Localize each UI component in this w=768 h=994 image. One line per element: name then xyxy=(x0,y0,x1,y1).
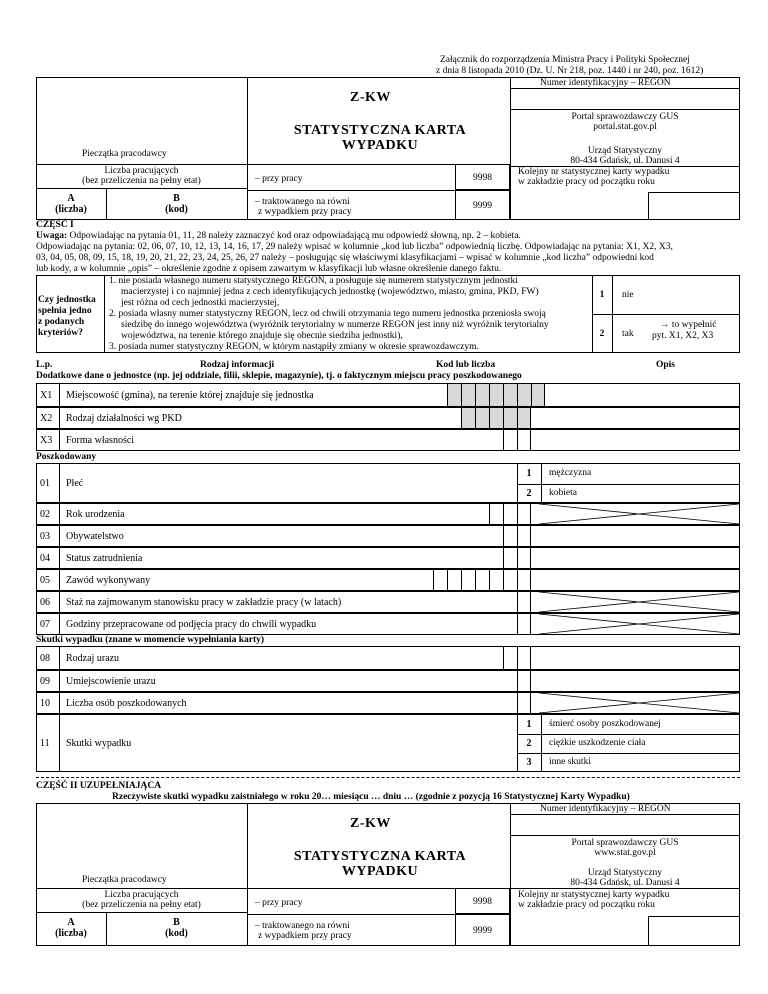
crossed-out-desc xyxy=(539,592,739,612)
row-label: Forma własności xyxy=(59,430,134,450)
card-no-line1: Kolejny nr statystycznej karty wypadku xyxy=(518,890,670,900)
cut-line xyxy=(36,777,740,778)
option-text: śmierć osoby poszkodowanej xyxy=(549,719,661,729)
answer-2-note-line1: → to wypełnić xyxy=(660,320,717,330)
part1-note-line3: 03, 04, 05, 08, 09, 15, 18, 19, 20, 21, 22, 23, 24, 25, 26, 27 należy – posługując się właściwymi klasyfikacjami – wpisać w kolumnie „kod liczba” odpowiedni kod xyxy=(36,253,654,263)
crossed-out-desc xyxy=(539,693,739,713)
card-no-line2: w zakładzie pracy od początku roku xyxy=(518,177,655,187)
note-label: Uwaga: xyxy=(36,231,68,241)
portal-line2: www.stat.gov.pl xyxy=(594,848,656,858)
option-code[interactable]: 1 xyxy=(526,719,532,730)
treated-line1: – traktowanego na równi xyxy=(255,197,350,207)
criteria-q-line1: Czy jednostka xyxy=(38,295,96,305)
annex-line2: z dnia 8 listopada 2010 (Dz. U. Nr 218, poz. 1440 i nr 240, poz. 1612) xyxy=(436,66,704,76)
table-row-01 xyxy=(36,463,740,503)
office-line2: 80-434 Gdańsk, ul. Danusi 4 xyxy=(570,878,680,888)
card-no-line1: Kolejny nr statystycznej karty wypadku xyxy=(518,167,670,177)
form-title-line1: STATYSTYCZNA KARTA xyxy=(293,123,467,138)
option-text: ciężkie uszkodzenie ciała xyxy=(549,738,646,748)
row-label: Miejscowość (gmina), na terenie której znajduje się jednostka xyxy=(59,384,314,406)
criteria-2a: 2. posiada własny numer statystyczny REGON, lecz od chwili otrzymania tego numeru jednostka przeniosła swoją xyxy=(109,309,546,319)
criteria-q-line2: spełnia jedno xyxy=(38,306,92,316)
col-b-sub: (kod) xyxy=(165,204,188,215)
effects-heading: Skutki wypadku (znane w momencie wypełniania karty) xyxy=(36,635,265,645)
treated-line1: – traktowanego na równi xyxy=(255,921,350,931)
regon-label: Numer identyfikacyjny – REGON xyxy=(540,78,671,88)
col-desc: Opis xyxy=(656,360,676,370)
row-num: 11 xyxy=(40,737,50,749)
crossed-out-desc xyxy=(539,614,739,634)
card-no-line2: w zakładzie pracy od początku roku xyxy=(518,900,655,910)
option-code[interactable]: 2 xyxy=(526,488,532,499)
part1-heading: CZĘŚĆ I xyxy=(36,220,74,230)
row-num: 02 xyxy=(40,508,50,520)
table-row-x2 xyxy=(36,407,740,429)
row-label: Staż na zajmowanym stanowisku pracy w zakładzie pracy (w latach) xyxy=(59,592,341,612)
code-cells[interactable] xyxy=(489,504,531,524)
form-code: Z-KW xyxy=(350,90,391,105)
portal-line1: Portal sprawozdawczy GUS xyxy=(571,838,679,848)
row-num: 03 xyxy=(40,530,50,542)
row-label: Zawód wykonywany xyxy=(59,570,150,590)
col-a-sub: (liczba) xyxy=(55,204,87,215)
row-num: 05 xyxy=(40,574,50,586)
code-cells[interactable] xyxy=(517,592,531,612)
part1-note-line2: Odpowiadając na pytania: 02, 06, 07, 10, 12, 13, 14, 16, 17, 29 należy wpisać w kolumnie „kod lub liczba” odpowiednią liczbę. Odpowiadając na pytania: X1, X2, X3, xyxy=(36,242,673,252)
table-row-07 xyxy=(36,613,740,635)
code-9999: 9999 xyxy=(455,190,510,220)
col-a-sub: (liczba) xyxy=(55,928,87,939)
part2-heading: CZĘŚĆ II UZUPEŁNIAJĄCA xyxy=(36,781,162,791)
part2-subheading: Rzeczywiste skutki wypadku zaistniałego w roku 20… miesiącu … dniu … (zgodnie z pozycją 16 Statystycznej Karty Wypadku) xyxy=(112,792,630,802)
col-a: A xyxy=(67,193,75,204)
row-label: Rodzaj urazu xyxy=(59,647,119,669)
criteria-2b: siedzibę do innego województwa (wyróżnik terytorialny w numerze REGON jest inny niż wyróżnik terytorialny xyxy=(121,320,549,330)
table-row-08 xyxy=(36,646,740,670)
criteria-1c: jest różna od cech jednostki macierzystej, xyxy=(121,298,280,308)
table-row-05 xyxy=(36,569,740,591)
extra-heading: Dodatkowe dane o jednostce (np. jej oddziale, filii, sklepie, magazynie), tj. o faktycznym miejscu pracy poszkodowanego xyxy=(36,371,522,381)
at-work-label: – przy pracy xyxy=(255,174,303,184)
card-no-field[interactable] xyxy=(648,192,740,220)
answer-1-text: nie xyxy=(622,290,634,300)
row-label: Rodzaj działalności wg PKD xyxy=(59,408,182,428)
part1-note-line4: lub kody, a w kolumnie „opis” – określenie zgodne z opisem zawartym w klasyfikacji lub własne określenie danego faktu. xyxy=(36,264,502,274)
form-title-line2: WYPADKU xyxy=(341,138,419,153)
criteria-3: 3. posiada numer statystyczny REGON, w którym nastąpiły zmiany w okresie sprawozdawczym. xyxy=(109,342,479,352)
col-code: Kod lub liczba xyxy=(436,360,496,370)
office-line2: 80-434 Gdańsk, ul. Danusi 4 xyxy=(570,156,680,166)
row-label: Godziny przepracowane od podjęcia pracy do chwili wypadku xyxy=(59,614,316,634)
option-code[interactable]: 3 xyxy=(526,757,532,768)
office-line1: Urząd Statystyczny xyxy=(587,146,663,156)
code-cells[interactable] xyxy=(503,526,531,546)
office-line1: Urząd Statystyczny xyxy=(587,868,663,878)
code-9999: 9999 xyxy=(455,914,510,946)
criteria-1a: 1. nie posiada własnego numeru statystycznego REGON, a posługuje się numerem statystycznym jednostki xyxy=(109,276,518,286)
code-cells[interactable] xyxy=(517,693,531,713)
table-row-04 xyxy=(36,547,740,569)
row-label: Płeć xyxy=(59,464,529,502)
row-num: 10 xyxy=(40,697,50,709)
regon-field[interactable] xyxy=(510,88,740,110)
col-b: B xyxy=(173,193,180,204)
employees-line1: Liczba pracujących xyxy=(104,890,179,900)
criteria-2c: województwa, na terenie którego znajduje się obecnie siedziba jednostki), xyxy=(121,331,403,341)
option-text: mężczyzna xyxy=(549,468,592,478)
table-row-x1 xyxy=(36,383,740,407)
row-label: Skutki wypadku xyxy=(59,715,529,771)
row-label: Umiejscowienie urazu xyxy=(59,671,156,691)
col-info: Rodzaj informacji xyxy=(200,360,275,370)
option-text: inne skutki xyxy=(549,757,591,767)
at-work-label: – przy pracy xyxy=(255,898,303,908)
col-b: B xyxy=(173,917,180,928)
answer-2-text: tak xyxy=(622,329,634,339)
row-num: 07 xyxy=(40,618,50,630)
form-title-line1: STATYSTYCZNA KARTA xyxy=(293,849,467,864)
row-label: Rok urodzenia xyxy=(59,504,125,524)
injured-heading: Poszkodowany xyxy=(36,452,97,462)
code-cells[interactable] xyxy=(517,671,531,691)
table-row-06 xyxy=(36,591,740,613)
option-code[interactable]: 1 xyxy=(526,468,532,479)
row-num: 01 xyxy=(40,477,50,489)
criteria-q-line4: kryteriów? xyxy=(38,328,83,338)
col-b-sub: (kod) xyxy=(165,928,188,939)
x1-code-cells[interactable] xyxy=(447,384,545,406)
x3-code-cells[interactable] xyxy=(503,430,531,450)
col-a: A xyxy=(67,917,75,928)
code-cells[interactable] xyxy=(517,614,531,634)
annex-line1: Załącznik do rozporządzenia Ministra Pracy i Polityki Społecznej xyxy=(440,55,690,65)
treated-line2: z wypadkiem przy pracy xyxy=(258,931,352,941)
form-title-line2: WYPADKU xyxy=(341,864,419,879)
stamp-label: Pieczątka pracodawcy xyxy=(82,149,167,159)
table-row-02 xyxy=(36,503,740,525)
row-num: X1 xyxy=(40,389,53,401)
stamp-label: Pieczątka pracodawcy xyxy=(82,875,167,885)
row-label: Status zatrudnienia xyxy=(59,548,142,568)
code-cells[interactable] xyxy=(503,647,531,669)
regon-label: Numer identyfikacyjny – REGON xyxy=(540,804,671,814)
row-num: 04 xyxy=(40,552,50,564)
criteria-1b: macierzystej i co najmniej jedna z cech identyfikujących jednostkę (województwo, miasto, gmina, PKD, FW) xyxy=(121,287,539,297)
table-row-10 xyxy=(36,692,740,714)
option-text: kobieta xyxy=(549,488,577,498)
answer-1-code[interactable]: 1 xyxy=(599,290,605,300)
row-num: X3 xyxy=(40,434,53,446)
table-row-09 xyxy=(36,670,740,692)
crossed-out-desc xyxy=(539,504,739,524)
col-lp: L.p. xyxy=(36,360,53,370)
row-num: X2 xyxy=(40,412,53,424)
treated-line2: z wypadkiem przy pracy xyxy=(258,207,352,217)
row-num: 08 xyxy=(40,652,50,664)
portal-line2: portal.stat.gov.pl xyxy=(593,122,657,132)
regon-field[interactable] xyxy=(510,814,740,836)
x2-code-cells[interactable] xyxy=(461,408,531,428)
row-label: Obywatelstwo xyxy=(59,526,124,546)
portal-line1: Portal sprawozdawczy GUS xyxy=(571,112,679,122)
form-code: Z-KW xyxy=(350,816,391,831)
card-no-field[interactable] xyxy=(648,916,740,946)
answer-2-code[interactable]: 2 xyxy=(599,329,605,339)
part1-note-line1 xyxy=(36,231,756,242)
employees-line1: Liczba pracujących xyxy=(104,166,179,176)
note-text1: Odpowiadając na pytania 01, 11, 28 należy zaznaczyć kod oraz odpowiadającą mu odpowiedź słowną, np. 2 – kobieta. xyxy=(67,231,521,241)
code-9998: 9998 xyxy=(455,164,510,190)
code-cells[interactable] xyxy=(503,548,531,568)
option-code[interactable]: 2 xyxy=(526,738,532,749)
table-row-11 xyxy=(36,714,740,772)
table-row-x3 xyxy=(36,429,740,451)
row-num: 06 xyxy=(40,596,50,608)
code-9998: 9998 xyxy=(455,888,510,914)
employees-line2: (bez przeliczenia na pełny etat) xyxy=(82,900,201,910)
employees-line2: (bez przeliczenia na pełny etat) xyxy=(82,176,201,186)
answer-2-note-line2: pyt. X1, X2, X3 xyxy=(652,331,714,341)
code-cells[interactable] xyxy=(433,570,531,590)
row-num: 09 xyxy=(40,675,50,687)
row-label: Liczba osób poszkodowanych xyxy=(59,693,187,713)
table-row-03 xyxy=(36,525,740,547)
criteria-q-line3: z podanych xyxy=(38,317,85,327)
